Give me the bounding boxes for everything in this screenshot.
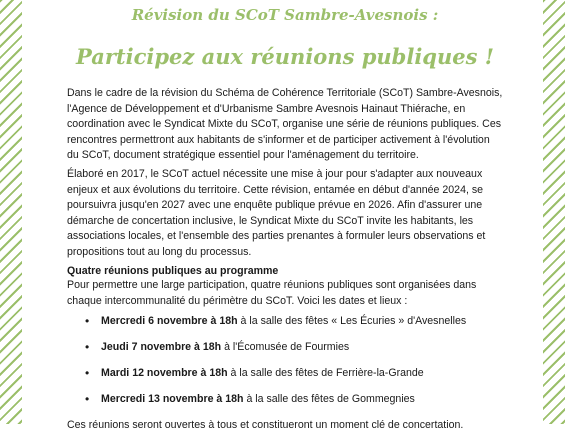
closing-paragraph: Ces réunions seront ouvertes à tous et constitueront un moment clé de concertation.	[67, 419, 464, 431]
bullet: •	[85, 314, 90, 328]
section-title: Quatre réunions publiques au programme	[67, 265, 279, 277]
meeting-date: Mercredi 13 novembre à 18h	[101, 393, 244, 405]
meeting-place: à la salle des fêtes de Ferrière-la-Grande	[227, 367, 424, 379]
list-item	[67, 392, 503, 418]
list-item	[67, 366, 503, 392]
meeting-date: Jeudi 7 novembre à 18h	[101, 341, 222, 353]
meetings-list	[67, 314, 503, 418]
bullet: •	[85, 392, 90, 406]
bullet: •	[85, 366, 90, 380]
meeting-place: à la salle des fêtes « Les Écuries » d'Avesnelles	[237, 315, 467, 327]
meeting-place: à l'Écomusée de Fourmies	[221, 341, 350, 353]
list-item	[67, 340, 503, 366]
context-paragraph: Élaboré en 2017, le SCoT actuel nécessite une mise à jour pour s'adapter aux nouveaux enjeux et aux évolutions du territoire. Cette révision, entamée en début d'année 2024, se poursuivra jusqu'en 2027 avec une enquête publique prévue en 2026. Afin d'assurer une démarche de concertation inclusive, le Syndicat Mixte du SCoT invite les habitants, les associations locales, et l'ensemble des parties prenantes à formuler leurs observations et propositions tout au long du processus.	[67, 168, 486, 258]
decorative-stripes-left	[0, 0, 22, 424]
headline: Participez aux réunions publiques !	[76, 44, 494, 69]
bullet: •	[85, 340, 90, 354]
meeting-date: Mardi 12 novembre à 18h	[101, 367, 228, 379]
intro-paragraph: Dans le cadre de la révision du Schéma de Cohérence Territoriale (SCoT) Sambre-Avesnois, l'Agence de Développement et d'Urbanisme Sambre Avesnois Hainaut Thiérache, en coordination avec le Syndicat Mixte du SCoT, organise une série de réunions publiques. Ces rencontres permettront aux habitants de s'informer et de participer activement à l'évolution du SCoT, document stratégique essentiel pour l'aménagement du territoire.	[67, 87, 503, 162]
list-item	[67, 314, 503, 340]
meeting-date: Mercredi 6 novembre à 18h	[101, 315, 238, 327]
kicker-title: Révision du SCoT Sambre-Avesnois :	[131, 6, 439, 24]
meeting-place: à la salle des fêtes de Gommegnies	[243, 393, 415, 405]
decorative-stripes-right	[543, 0, 565, 424]
program-paragraph: Pour permettre une large participation, quatre réunions publiques sont organisées dans chaque intercommunalité du périmètre du SCoT. Voici les dates et lieux :	[67, 279, 477, 307]
